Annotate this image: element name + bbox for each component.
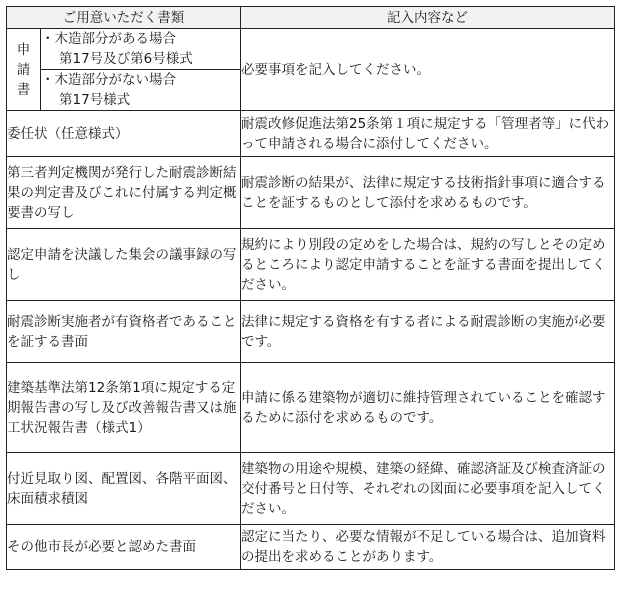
table-row xyxy=(7,525,615,570)
case-wooden-line1: ・木造部分がある場合 xyxy=(41,31,176,47)
application-case-wooden xyxy=(41,29,241,70)
application-desc: 必要事項を記入してください。 xyxy=(241,29,615,111)
application-label-char: 書 xyxy=(16,81,31,98)
doc-name: 耐震診断実施者が有資格者であることを証する書面 xyxy=(7,301,241,363)
doc-desc: 耐震診断の結果が、法律に規定する技術指針事項に適合することを証するものとして添付を求めるものです。 xyxy=(241,157,615,229)
table-row xyxy=(7,453,615,525)
doc-desc: 建築物の用途や規模、建築の経緯、確認済証及び検査済証の交付番号と日付等、それぞれの図面に必要事項を記入してください。 xyxy=(241,453,615,525)
doc-desc: 申請に係る建築物が適切に維持管理されていることを確認するために添付を求めるものです。 xyxy=(241,363,615,453)
doc-name: 委任状（任意様式） xyxy=(7,111,241,157)
application-label-char: 請 xyxy=(16,61,31,78)
table-row xyxy=(7,229,615,301)
table-row xyxy=(7,111,615,157)
doc-name: その他市長が必要と認めた書面 xyxy=(7,525,241,570)
case-nonwooden-line1: ・木造部分がない場合 xyxy=(41,72,176,88)
table-row xyxy=(7,301,615,363)
doc-name: 認定申請を決議した集会の議事録の写し xyxy=(7,229,241,301)
doc-desc: 規約により別段の定めをした場合は、規約の写しとその定めるところにより認定申請することを証する書面を提出してください。 xyxy=(241,229,615,301)
doc-name: 付近見取り図、配置図、各階平面図、床面積求積図 xyxy=(7,453,241,525)
doc-desc: 耐震改修促進法第25条第１項に規定する「管理者等」に代わって申請される場合に添付してください。 xyxy=(241,111,615,157)
doc-name: 建築基準法第12条第1項に規定する定期報告書の写し及び改善報告書又は施工状況報告書（様式1） xyxy=(7,363,241,453)
application-case-nonwooden xyxy=(41,70,241,111)
doc-name: 第三者判定機関が発行した耐震診断結果の判定書及びこれに付属する判定概要書の写し xyxy=(7,157,241,229)
application-label-char: 申 xyxy=(16,41,31,58)
doc-desc: 法律に規定する資格を有する者による耐震診断の実施が必要です。 xyxy=(241,301,615,363)
table-header-row xyxy=(7,7,615,29)
table-row xyxy=(7,157,615,229)
table-row xyxy=(7,363,615,453)
application-form-label xyxy=(7,29,41,111)
required-documents-table xyxy=(6,6,615,570)
doc-desc: 認定に当たり、必要な情報が不足している場合は、追加資料の提出を求めることがあります。 xyxy=(241,525,615,570)
header-documents: ご用意いただく書類 xyxy=(7,7,241,29)
case-nonwooden-line2: 第17号様式 xyxy=(59,92,131,108)
header-details: 記入内容など xyxy=(241,7,615,29)
table-row-application-1 xyxy=(7,29,615,70)
case-wooden-line2: 第17号及び第6号様式 xyxy=(59,51,193,67)
